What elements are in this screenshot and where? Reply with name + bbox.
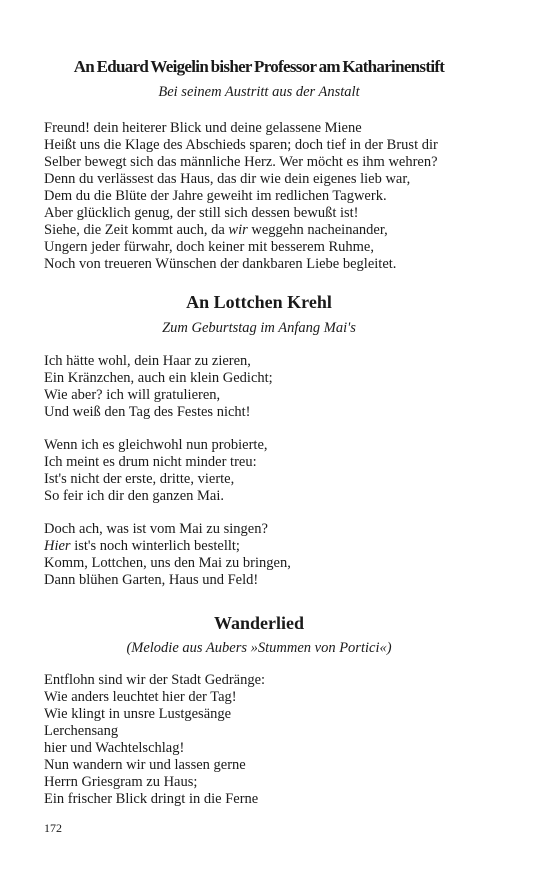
verse-line: Wie anders leuchtet hier der Tag! <box>44 689 237 705</box>
verse-line: hier und Wachtelschlag! <box>44 740 185 756</box>
verse-line: Wie aber? ich will gratulieren, <box>44 387 221 403</box>
verse-line: Selber bewegt sich das männliche Herz. Wer möcht es ihm wehren? <box>44 154 438 170</box>
verse-line: Lerchensang <box>44 723 119 739</box>
verse-line: Ungern jeder fürwahr, doch keiner mit besserem Ruhme, <box>44 239 374 255</box>
verse-line: Doch ach, was ist vom Mai zu singen? <box>44 521 268 537</box>
poem-title-wanderlied: Wanderlied <box>213 613 304 633</box>
verse-line: Herrn Griesgram zu Haus; <box>44 774 198 790</box>
verse-text: ist's noch winterlich bestellt; <box>70 538 240 554</box>
verse-line: Ein frischer Blick dringt in die Ferne <box>44 791 259 807</box>
verse-line: Ist's nicht der erste, dritte, vierte, <box>44 471 235 487</box>
verse-line <box>44 538 474 555</box>
verse-line: Noch von treueren Wünschen der dankbaren Liebe begleitet. <box>44 256 397 272</box>
poem-stanza-2 <box>44 437 474 505</box>
page-number: 172 <box>44 821 62 835</box>
verse-text: Siehe, die Zeit kommt auch, da <box>44 222 229 238</box>
verse-line: Komm, Lottchen, uns den Mai zu bringen, <box>44 555 291 571</box>
poem-stanza-3 <box>44 521 474 589</box>
poem-stanza-1 <box>44 353 474 421</box>
verse-line <box>44 222 474 239</box>
verse-line: Und weiß den Tag des Festes nicht! <box>44 404 251 420</box>
verse-line: Dann blühen Garten, Haus und Feld! <box>44 572 259 588</box>
poem-subtitle-lottchen: Zum Geburtstag im Anfang Mai's <box>162 320 356 336</box>
poem-title-weigelin: An Eduard Weigelin bisher Professor am Katharinenstift <box>73 57 445 76</box>
verse-line: Wie klingt in unsre Lustgesänge <box>44 706 232 722</box>
verse-line: Dem du die Blüte der Jahre geweiht im redlichen Tagwerk. <box>44 188 387 204</box>
verse-line: Freund! dein heiterer Blick und deine gelassene Miene <box>44 120 362 136</box>
poem-stanza-wanderlied <box>44 672 474 808</box>
poem-subtitle-weigelin: Bei seinem Austritt aus der Anstalt <box>158 84 360 100</box>
verse-line: Nun wandern wir und lassen gerne <box>44 757 246 773</box>
verse-line: Denn du verlässest das Haus, das dir wie dein eigenes lieb war, <box>44 171 411 187</box>
verse-line: Heißt uns die Klage des Abschieds sparen; doch tief in der Brust dir <box>44 137 438 153</box>
poem-subtitle-wanderlied: (Melodie aus Aubers »Stummen von Portici«) <box>126 640 392 656</box>
verse-emphasis: Hier <box>44 538 71 554</box>
poem-stanza-weigelin <box>44 120 474 273</box>
verse-text: weggehn nacheinander, <box>247 222 388 238</box>
verse-line: Wenn ich es gleichwohl nun probierte, <box>44 437 268 453</box>
poem-title-lottchen: An Lottchen Krehl <box>186 292 332 312</box>
verse-line: Entflohn sind wir der Stadt Gedränge: <box>44 672 266 688</box>
verse-line: Ich hätte wohl, dein Haar zu zieren, <box>44 353 251 369</box>
verse-line: Aber glücklich genug, der still sich dessen bewußt ist! <box>44 205 359 221</box>
verse-line: Ein Kränzchen, auch ein klein Gedicht; <box>44 370 273 386</box>
verse-line: So feir ich dir den ganzen Mai. <box>44 488 224 504</box>
verse-emphasis: wir <box>228 222 248 238</box>
verse-line: Ich meint es drum nicht minder treu: <box>44 454 257 470</box>
